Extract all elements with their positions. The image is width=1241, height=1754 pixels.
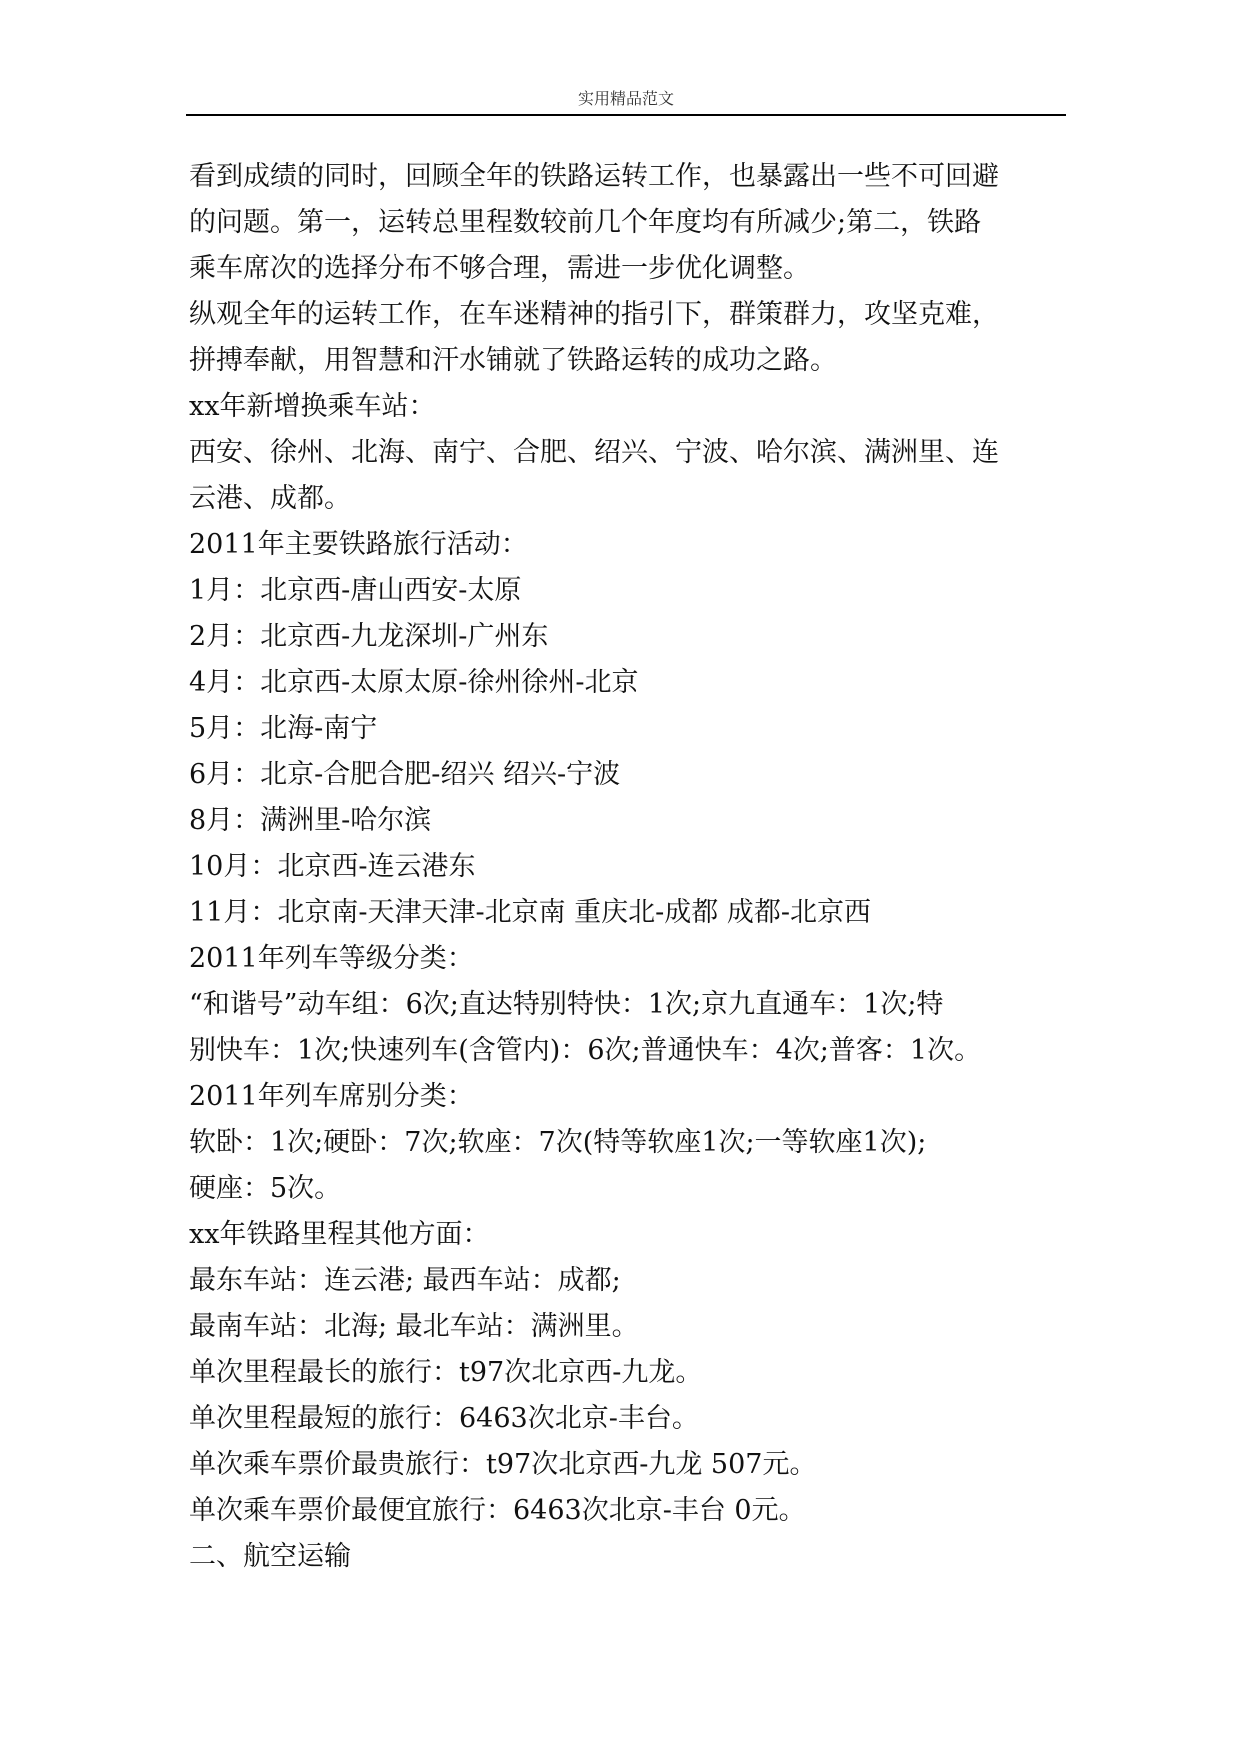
paragraph-line: 西安、徐州、北海、南宁、合肥、绍兴、宁波、哈尔滨、满洲里、连: [189, 437, 999, 468]
section-heading: 二、航空运输: [189, 1541, 351, 1572]
paragraph-line: 纵观全年的运转工作，在车迷精神的指引下，群策群力，攻坚克难，: [189, 299, 999, 330]
list-item: 2月：北京西-九龙深圳-广州东: [189, 621, 549, 652]
section-heading: 2011年主要铁路旅行活动：: [189, 529, 528, 560]
list-item: 最南车站：北海; 最北车站：满洲里。: [189, 1311, 639, 1342]
paragraph-line: 乘车席次的选择分布不够合理，需进一步优化调整。: [189, 253, 810, 284]
paragraph-line: 的问题。第一，运转总里程数较前几个年度均有所减少;第二，铁路: [189, 207, 982, 238]
header-divider: [186, 114, 1066, 116]
list-item: 11月：北京南-天津天津-北京南 重庆北-成都 成都-北京西: [189, 897, 872, 928]
section-heading: xx年新增换乘车站：: [189, 391, 436, 422]
paragraph-line: 云港、成都。: [189, 483, 351, 514]
section-heading: 2011年列车席别分类：: [189, 1081, 474, 1112]
list-item: 8月：满洲里-哈尔滨: [189, 805, 432, 836]
paragraph-line: 软卧：1次;硬卧：7次;软座：7次(特等软座1次;一等软座1次);: [189, 1127, 927, 1158]
list-item: 10月：北京西-连云港东: [189, 851, 476, 882]
list-item: 单次乘车票价最便宜旅行：6463次北京-丰台 0元。: [189, 1495, 806, 1526]
paragraph-line: 硬座：5次。: [189, 1173, 342, 1204]
document-body: [189, 154, 1069, 1580]
paragraph-line: “和谐号”动车组：6次;直达特别特快：1次;京九直通车：1次;特: [189, 989, 944, 1020]
list-item: 6月：北京-合肥合肥-绍兴 绍兴-宁波: [189, 759, 621, 790]
section-heading: 2011年列车等级分类：: [189, 943, 474, 974]
list-item: 单次里程最长的旅行：t97次北京西-九龙。: [189, 1357, 703, 1388]
list-item: 单次乘车票价最贵旅行：t97次北京西-九龙 507元。: [189, 1449, 817, 1480]
page-header-title: 实用精品范文: [577, 89, 674, 108]
paragraph-line: 别快车：1次;快速列车(含管内)：6次;普通快车：4次;普客：1次。: [189, 1035, 982, 1066]
list-item: 最东车站：连云港; 最西车站：成都;: [189, 1265, 621, 1296]
section-heading: xx年铁路里程其他方面：: [189, 1219, 490, 1250]
list-item: 单次里程最短的旅行：6463次北京-丰台。: [189, 1403, 699, 1434]
paragraph-line: 拼搏奉献，用智慧和汗水铺就了铁路运转的成功之路。: [189, 345, 837, 376]
list-item: 5月：北海-南宁: [189, 713, 378, 744]
list-item: 1月：北京西-唐山西安-太原: [189, 575, 522, 606]
paragraph-line: 看到成绩的同时，回顾全年的铁路运转工作，也暴露出一些不可回避: [189, 161, 999, 192]
list-item: 4月：北京西-太原太原-徐州徐州-北京: [189, 667, 639, 698]
